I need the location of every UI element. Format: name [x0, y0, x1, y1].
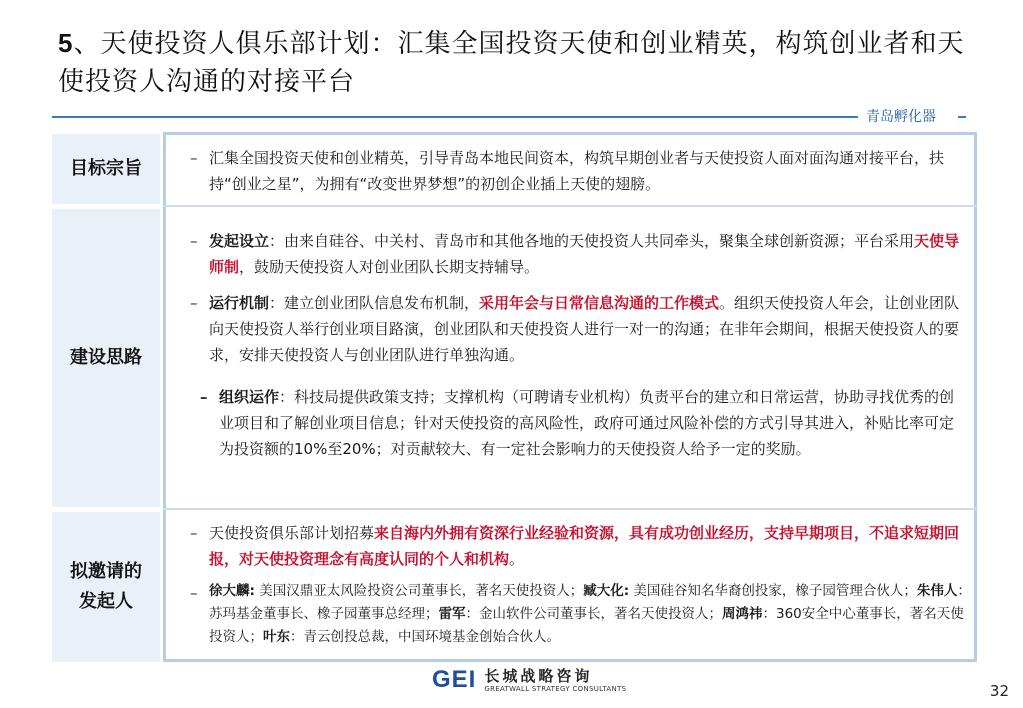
person-desc: ：苏玛基金董事长、橡子园董事总经理； [209, 583, 971, 622]
person-name: 雷军 [438, 606, 466, 622]
person-name: 叶东 [263, 629, 290, 645]
section-divider [163, 508, 977, 510]
page-number: 32 [989, 682, 1009, 700]
goal-text: 汇集全国投资天使和创业精英，引导青岛本地民间资本，构筑早期创业者与天使投资人面对面沟通对接平台，扶持“创业之星”，为拥有“改变世界梦想”的初创企业插上天使的翅膀。 [209, 149, 945, 193]
company-logo [432, 666, 626, 694]
bullet-dash: – [200, 388, 208, 406]
person-desc: 美国硅谷知名华裔创投家，橡子园管理合伙人； [629, 583, 917, 599]
bullet-dash: – [190, 232, 198, 250]
logo-english-name: GREATWALL STRATEGY CONSULTANTS [484, 684, 627, 693]
title-underline [52, 116, 858, 118]
initiators-recruit: 天使投资俱乐部计划招募来自海内外拥有资深行业经验和资源，具有成功创业经历，支持早期项目，不追求短期回报，对天使投资理念有高度认同的个人和机构。 [209, 524, 960, 568]
title-number: 5 [58, 28, 74, 58]
person-name: 周鸿祎 [722, 606, 763, 622]
bullet-dash: – [190, 524, 198, 542]
initiators-people-list [209, 580, 971, 649]
person-desc: 美国汉鼎亚太风险投资公司董事长，著名天使投资人； [254, 583, 584, 599]
approach-item-operation: 组织运作：科技局提供政策支持；支撑机构（可聘请专业机构）负责平台的建立和日常运营，协助寻找优秀的创业项目和了解创业项目信息；针对天使投资的高风险性，政府可通过风险补偿的方式引导其进入，补贴比率可定为投资额的10%至20%；对贡献较大、有一定社会影响力的天使投资人给予一定的奖励。 [219, 388, 955, 458]
label-initiators-line2: 发起人 [79, 591, 133, 612]
title-text: 、天使投资人俱乐部计划：汇集全国投资天使和创业精英，构筑创业者和天使投资人沟通的对接平台 [58, 29, 965, 97]
label-approach: 建设思路 [52, 209, 160, 507]
person-name: 朱伟人 [916, 583, 958, 599]
person-desc: ：金山软件公司董事长，著名天使投资人； [465, 606, 722, 622]
logo-chinese-name: 长城战略咨询 [484, 666, 593, 685]
brand-dash [958, 116, 966, 118]
person-desc: ：青云创投总裁，中国环境基金创始合伙人。 [290, 629, 560, 645]
person-desc: ：360安全中心董事长，著名天使投资人； [209, 606, 964, 645]
section-divider [163, 205, 977, 207]
bullet-dash: – [190, 149, 198, 167]
logo-mark: GEI [432, 666, 477, 693]
person-name: 臧大化: [583, 583, 630, 599]
brand-label: 青岛孵化器 [866, 109, 936, 125]
label-initiators-line1: 拟邀请的 [70, 561, 142, 582]
label-initiators [52, 512, 160, 662]
bullet-dash: – [190, 294, 198, 312]
label-goal: 目标宗旨 [52, 134, 160, 204]
page-title [58, 24, 988, 101]
approach-item-mechanism: 运行机制：建立创业团队信息发布机制，采用年会与日常信息沟通的工作模式。组织天使投资人年会，让创业团队向天使投资人举行创业项目路演，创业团队和天使投资人进行一对一的沟通；在非年会期间，根据天使投资人的要求，安排天使投资人与创业团队进行单独沟通。 [209, 294, 960, 364]
approach-item-setup: 发起设立：由来自硅谷、中关村、青岛市和其他各地的天使投资人共同牵头，聚集全球创新资源；平台采用天使导师制，鼓励天使投资人对创业团队长期支持辅导。 [209, 232, 960, 276]
person-name: 徐大麟: [209, 583, 255, 599]
bullet-dash: – [190, 584, 198, 602]
